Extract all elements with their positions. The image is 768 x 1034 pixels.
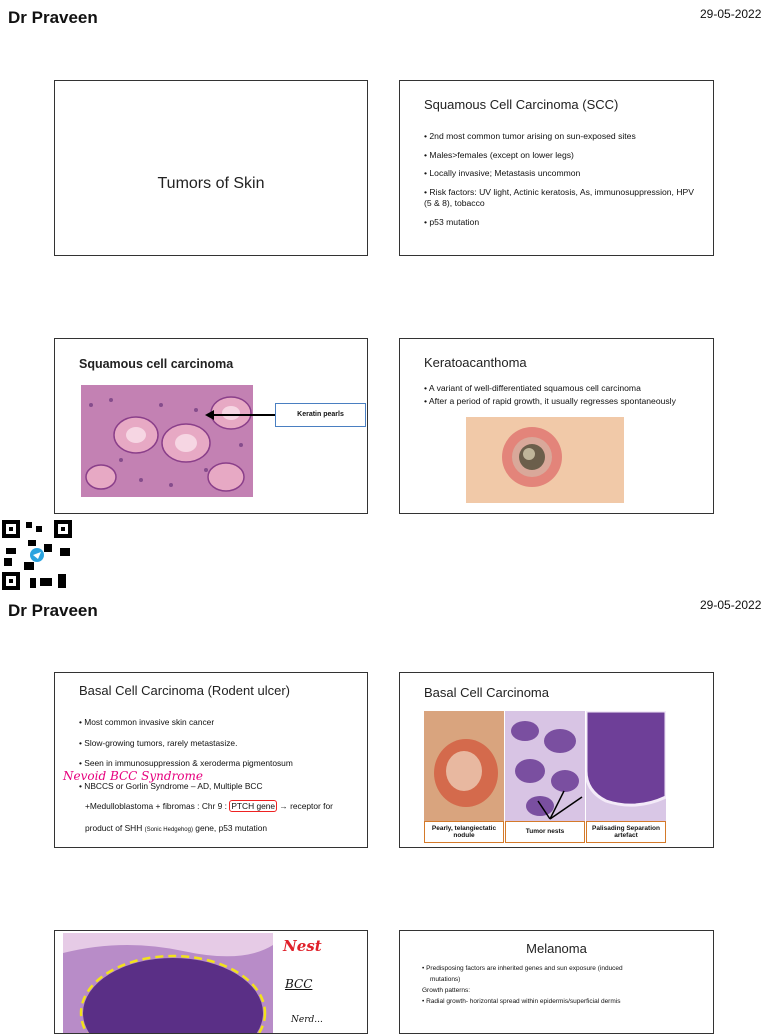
bullet-list: [79, 717, 368, 797]
qr-code-icon: [0, 518, 74, 592]
bullet-list: [424, 131, 704, 235]
slide-bcc-images: [399, 672, 714, 848]
slide-scc-histology: [54, 338, 368, 514]
label-pearly-nodule: Pearly, telangiectatic nodule: [424, 821, 504, 843]
arrow-icon: [530, 783, 590, 823]
author-name: Dr Praveen: [8, 8, 98, 27]
bcc-nodule-photo: [424, 711, 504, 823]
label-palisading: Palisading Separation artefact: [586, 821, 666, 843]
bullet-item: • Males>females (except on lower legs): [424, 150, 704, 161]
bullet-item: • After a period of rapid growth, it usually regresses spontaneously: [424, 396, 714, 407]
slide-title: Basal Cell Carcinoma: [424, 685, 549, 700]
palisading-histology: [586, 711, 666, 823]
bcc-nest-histology: [63, 933, 273, 1034]
melanoma-line: mutations): [430, 976, 461, 984]
slide-scc: [399, 80, 714, 256]
nbccs-text: product of SHH: [85, 823, 143, 833]
melanoma-line: Growth patterns:: [422, 987, 471, 995]
keratin-pearls-label: Keratin pearls: [275, 403, 366, 427]
nbccs-line-3: [85, 823, 267, 833]
author-name: Dr Praveen: [8, 601, 98, 620]
shh-note: (Sonic Hedgehog): [144, 827, 193, 833]
slide-keratoacanthoma: [399, 338, 714, 514]
slide-melanoma: [399, 930, 714, 1034]
slide-bcc-rodent-ulcer: [54, 672, 368, 848]
bullet-item: • Most common invasive skin cancer: [79, 717, 368, 728]
histology-image: [81, 385, 253, 497]
bullet-list: [424, 383, 714, 414]
bullet-item: • A variant of well-differentiated squamous cell carcinoma: [424, 383, 714, 394]
bullet-item: • Locally invasive; Metastasis uncommon: [424, 168, 704, 179]
slide-title: Tumors of Skin: [157, 175, 265, 192]
handwritten-nest: Nest: [283, 937, 322, 955]
nbccs-line-2: [85, 801, 333, 811]
bullet-item: • Seen in immunosuppression & xeroderma pigmentosum: [79, 758, 368, 769]
page-date: 29-05-2022: [700, 598, 762, 612]
bullet-item: • p53 mutation: [424, 217, 704, 228]
handwritten-bcc: BCC: [285, 977, 313, 991]
label-tumor-nests: Tumor nests: [505, 821, 585, 843]
nbccs-text: → receptor for: [279, 801, 333, 811]
slide-bcc-nest-histology: [54, 930, 368, 1034]
melanoma-line: • Predisposing factors are inherited genes and sun exposure (induced: [422, 965, 623, 972]
slide-title: Keratoacanthoma: [424, 355, 527, 370]
bullet-item: • 2nd most common tumor arising on sun-exposed sites: [424, 131, 704, 142]
page-date: 29-05-2022: [700, 7, 762, 21]
handwritten-extra: Nerd...: [291, 1015, 323, 1025]
slide-tumors-of-skin: [54, 80, 368, 256]
melanoma-text: [422, 963, 707, 1007]
slide-title: Squamous cell carcinoma: [79, 357, 234, 371]
keratoacanthoma-photo: [466, 417, 624, 503]
melanoma-line: • Radial growth- horizontal spread within epidermis/superficial dermis: [422, 998, 621, 1006]
nbccs-text: NBCCS or Gorlin Syndrome – AD, Multiple BCC: [84, 780, 263, 791]
bullet-item: • Slow-growing tumors, rarely metastasize.: [79, 738, 368, 749]
handwritten-note: Nevoid BCC Syndrome: [63, 769, 204, 783]
bullet-item: • Risk factors: UV light, Actinic keratosis, As, immunosuppression, HPV (5 & 8), tobacco: [424, 187, 704, 208]
ptch-gene-highlight: PTCH gene: [231, 801, 276, 811]
slide-title: Squamous Cell Carcinoma (SCC): [424, 97, 619, 112]
nbccs-text: +Medulloblastoma + fibromas : Chr 9 :: [85, 801, 227, 811]
slide-title: Basal Cell Carcinoma (Rodent ulcer): [79, 683, 290, 698]
nbccs-text: gene, p53 mutation: [195, 823, 268, 833]
arrow-icon: [205, 409, 285, 421]
slide-title: Melanoma: [526, 941, 587, 956]
